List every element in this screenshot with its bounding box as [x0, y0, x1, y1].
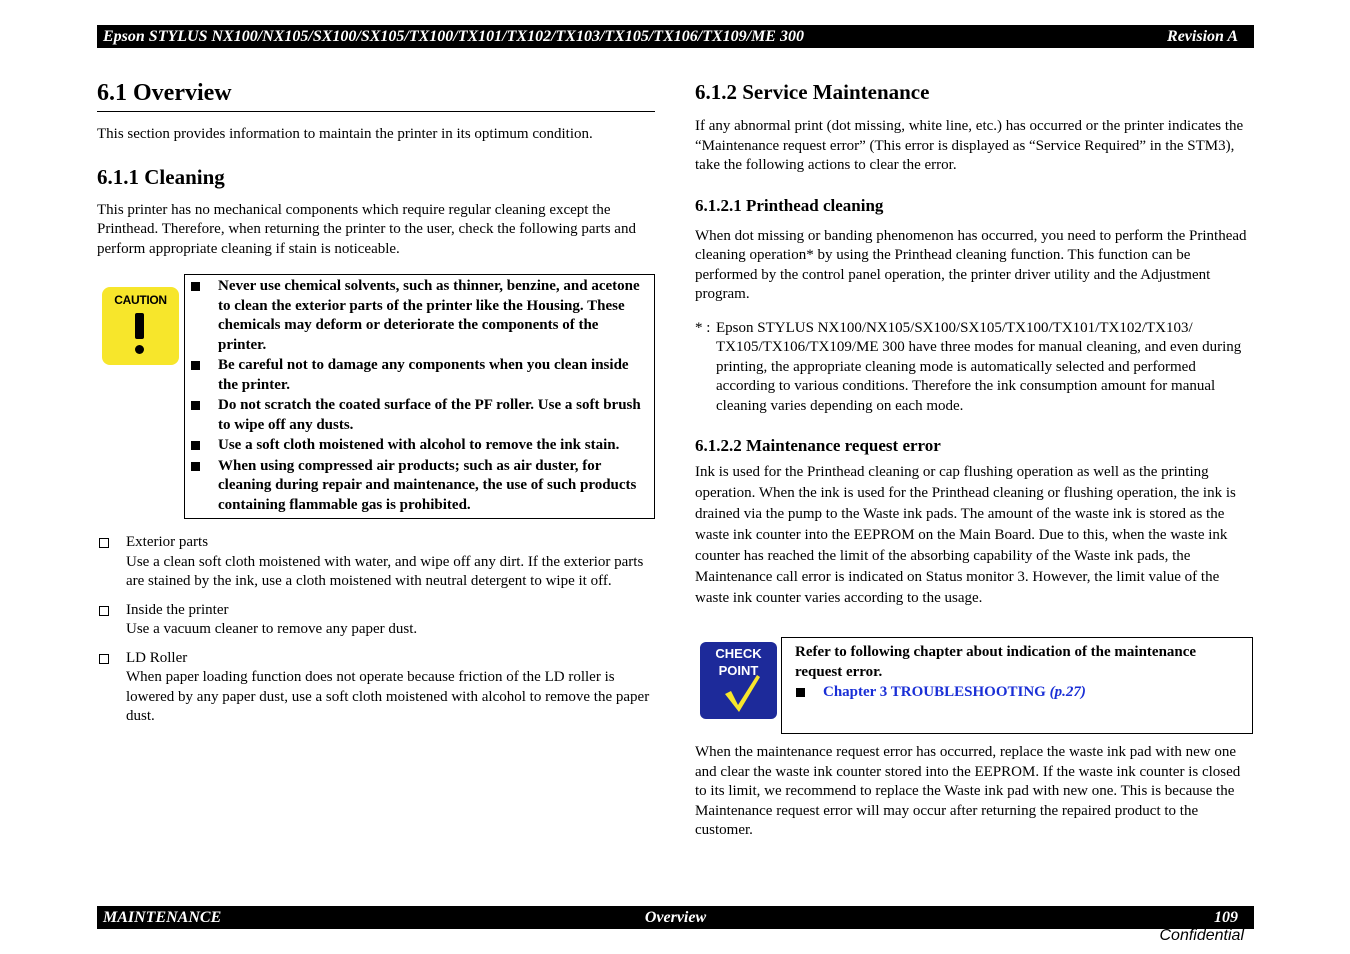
footnote-mark: * :: [695, 319, 711, 336]
printhead-cleaning-text: When dot missing or banding phenomenon has occurred, you need to perform the Printhead cleaning operation* by using the Printhead cleaning function. This function can be performed by the control panel operation, the printer driver utility and the Adjustment program.: [695, 227, 1247, 302]
heading-maintenance-request-error: 6.1.2.2 Maintenance request error: [695, 436, 941, 455]
footer-topic: Overview: [644, 909, 707, 926]
part-text: Use a vacuum cleaner to remove any paper dust.: [126, 621, 418, 637]
chapter-link-page[interactable]: (p.27): [1049, 684, 1086, 700]
checkmark-icon: [722, 672, 762, 714]
caution-icon: CAUTION: [102, 287, 179, 365]
right-column: [695, 80, 1253, 841]
caution-item: Do not scratch the coated surface of the PF roller. Use a soft brush to wipe off any dusts.: [185, 396, 650, 435]
checkbox-bullet-icon: [99, 538, 109, 548]
caution-item: Use a soft cloth moistened with alcohol to remove the ink stain.: [185, 436, 650, 456]
heading-printhead-cleaning: 6.1.2.1 Printhead cleaning: [695, 195, 884, 215]
caution-item: When using compressed air products; such as air duster, for cleaning during repair and maintenance, the use of such products containing flammable gas is prohibited.: [185, 457, 650, 516]
page-number: 109: [1214, 909, 1238, 926]
part-text: Use a clean soft cloth moistened with water, and wipe off any dirt. If the exterior parts are stained by the ink, use a cloth moistened with neutral detergent to wipe it off.: [126, 553, 644, 589]
footer-bar: [97, 906, 1254, 929]
cleaning-text: This printer has no mechanical components which require regular cleaning except the Printhead. Therefore, when returning the printer to the user, check the following parts and perform appropriate cleaning if stain is noticeable.: [97, 201, 636, 257]
part-inside: [97, 601, 655, 640]
footer-section: MAINTENANCE: [103, 909, 222, 926]
subsection-heading-service-maintenance: 6.1.2 Service Maintenance: [695, 80, 930, 104]
section-heading-overview: 6.1 Overview: [97, 80, 655, 112]
left-column: [97, 80, 655, 727]
check-point-icon: CHECK POINT: [700, 642, 777, 719]
revision-label: Revision A: [1167, 28, 1238, 45]
chapter-link[interactable]: Chapter 3 TROUBLESHOOTING: [823, 684, 1046, 700]
part-title: LD Roller: [126, 649, 188, 666]
header-bar: [97, 25, 1254, 48]
caution-box: [184, 274, 655, 519]
overview-intro: This section provides information to maintain the printer in its optimum condition.: [97, 126, 593, 142]
checkbox-bullet-icon: [99, 606, 109, 616]
maintenance-error-text: Ink is used for the Printhead cleaning or cap flushing operation as well as the printing operation. When the ink is used for the Printhead cleaning or flushing operation, the ink is drained via the pump to the Waste ink pads. The amount of the waste ink is stored as the waste ink counter into the EEPROM on the Main Board. Due to this, when the waste ink counter has reached the limit of the absorbing capability of the Waste ink pads, the Maintenance call error is indicated on Status monitor 3. However, the limit value of the waste ink counter varies according to the usage.: [695, 464, 1236, 606]
part-title: Exterior parts: [126, 534, 209, 550]
check-point-text: Refer to following chapter about indication of the maintenance request error.: [795, 644, 1197, 680]
caution-item: Never use chemical solvents, such as thinner, benzine, and acetone to clean the exterior parts of the printer like the Housing. These chemicals may deform or deteriorate the components of the printer.: [185, 277, 650, 355]
part-exterior: [97, 533, 655, 592]
checkbox-bullet-icon: [99, 654, 109, 664]
footnote: [695, 319, 1253, 417]
confidential-label: Confidential: [1159, 927, 1244, 944]
service-intro: If any abnormal print (dot missing, white line, etc.) has occurred or the printer indicates the “Maintenance request error” (This error is displayed as “Service Required” in the STM3), take the following actions to clear the error.: [695, 118, 1244, 173]
footnote-text: Epson STYLUS NX100/NX105/SX100/SX105/TX100/TX101/TX102/TX103/ TX105/TX106/TX109/ME 300 have three modes for manual cleaning, and even during printing, the appropriate cleaning mode is automatically selected and performed according to various conditions. Therefore the ink consumption amount for manual cleaning varies depending on each mode.: [716, 319, 1242, 414]
part-ld-roller: [97, 649, 655, 727]
check-point-box: [781, 637, 1253, 734]
caution-item: Be careful not to damage any components when you clean inside the printer.: [185, 356, 650, 395]
document-title: Epson STYLUS NX100/NX105/SX100/SX105/TX100/TX101/TX102/TX103/TX105/TX106/TX109/ME 300: [103, 28, 804, 45]
subsection-heading-cleaning: 6.1.1 Cleaning: [97, 164, 225, 189]
check-point-reference: [795, 683, 1244, 703]
part-title: Inside the printer: [126, 601, 229, 618]
replace-pad-text: When the maintenance request error has occurred, replace the waste ink pad with new one and clear the waste ink counter stored into the EEPROM. If the waste ink counter is closed to its limit, we recommend to replace the Waste ink pad with new one. This is because the Maintenance request error will may occur after returning the repaired product to the customer.: [695, 744, 1241, 838]
part-text: When paper loading function does not operate because friction of the LD roller is lowered by any paper dust, use a soft cloth moistened with alcohol to remove the paper dust.: [126, 669, 650, 724]
